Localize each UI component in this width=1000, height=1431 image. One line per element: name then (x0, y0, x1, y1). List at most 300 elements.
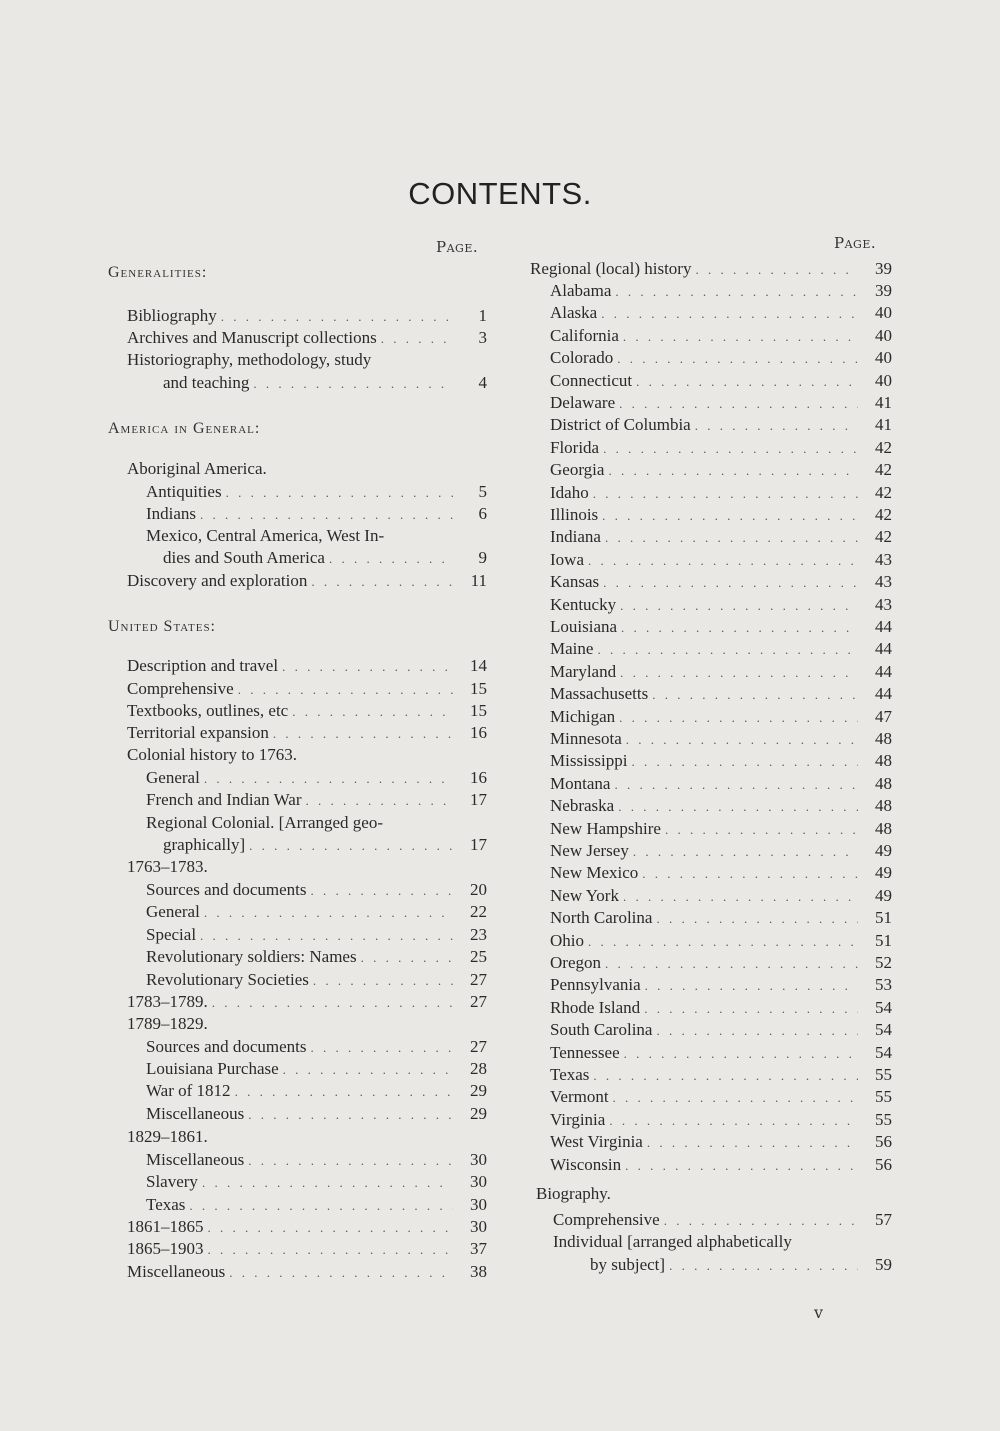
leader-dots (200, 505, 453, 525)
leader-dots (647, 1133, 858, 1153)
leader-dots (200, 926, 453, 946)
toc-entry-title: District of Columbia (550, 415, 691, 434)
toc-entry-state (550, 550, 892, 571)
leader-dots (621, 618, 858, 638)
toc-entry-page: 55 (875, 1087, 892, 1106)
toc-entry-title: Ohio (550, 931, 584, 950)
leader-dots (656, 909, 858, 929)
leader-dots (283, 1060, 453, 1080)
toc-entry-page: 16 (470, 723, 487, 742)
page-column-heading-right: Page. (834, 234, 877, 252)
toc-entry-title: Virginia (550, 1110, 606, 1129)
toc-entry-title: Sources and documents (146, 1037, 307, 1056)
toc-entry-state (550, 348, 892, 369)
toc-entry-page: 54 (875, 1043, 892, 1062)
toc-entry-title: Louisiana Purchase (146, 1059, 279, 1078)
toc-entry-page: 56 (875, 1132, 892, 1151)
toc-entry-general (146, 902, 487, 923)
toc-entry-title: General (146, 902, 200, 921)
leader-dots (204, 769, 453, 789)
toc-entry-title: Kansas (550, 572, 600, 591)
toc-entry-individual-line1: Individual [arranged alphabetically (553, 1232, 792, 1251)
toc-entry-state (550, 684, 892, 705)
toc-entry-page: 54 (875, 998, 892, 1017)
toc-entry-colonial: Colonial history to 1763. (127, 745, 297, 764)
toc-entry-territorial (127, 723, 487, 744)
toc-entry-title: Comprehensive (127, 679, 234, 698)
toc-entry-war-of-1812 (146, 1081, 487, 1102)
toc-entry-historiography-line2 (163, 373, 487, 394)
leader-dots (229, 1263, 453, 1283)
toc-entry-french-indian-war (146, 790, 487, 811)
toc-entry-page: 42 (875, 460, 892, 479)
leader-dots (664, 1211, 858, 1231)
toc-entry-title: Wisconsin (550, 1155, 622, 1174)
toc-entry-title: Mississippi (550, 751, 628, 770)
toc-entry-page: 44 (875, 684, 892, 703)
toc-entry-page: 42 (875, 438, 892, 457)
toc-entry-louisiana-purchase (146, 1059, 487, 1080)
toc-entry-page: 48 (875, 774, 892, 793)
toc-entry-state (550, 953, 892, 974)
toc-entry-page: 51 (875, 931, 892, 950)
toc-entry-page: 39 (875, 281, 892, 300)
toc-entry-title: Maine (550, 639, 594, 658)
leader-dots (597, 640, 858, 660)
toc-entry-page: 22 (470, 902, 487, 921)
toc-entry-1789-1829: 1789–1829. (127, 1014, 208, 1033)
toc-entry-title: Antiquities (146, 482, 222, 501)
toc-entry-title: Alaska (550, 303, 598, 322)
toc-entry-title: Texas (146, 1195, 186, 1214)
toc-entry-1783-1789 (127, 992, 487, 1013)
toc-entry-regional-colonial-line2 (163, 835, 487, 856)
toc-entry-page: 30 (470, 1150, 487, 1169)
leader-dots (626, 730, 858, 750)
toc-entry-title: Archives and Manuscript collections (127, 328, 377, 347)
toc-entry-title: Slavery (146, 1172, 198, 1191)
leader-dots (313, 971, 453, 991)
leader-dots (644, 999, 858, 1019)
toc-entry-page: 49 (875, 863, 892, 882)
toc-entry-state (550, 1132, 892, 1153)
leader-dots (625, 1156, 858, 1176)
leader-dots (212, 993, 453, 1013)
toc-entry-1763-1783: 1763–1783. (127, 857, 208, 876)
leader-dots (208, 1240, 454, 1260)
toc-entry-page: 56 (875, 1155, 892, 1174)
toc-entry-aboriginal: Aboriginal America. (127, 459, 267, 478)
toc-entry-mexico-line1: Mexico, Central America, West In- (146, 526, 385, 545)
toc-entry-title: Rhode Island (550, 998, 641, 1017)
toc-entry-page: 48 (875, 819, 892, 838)
toc-entry-title: Colorado (550, 348, 614, 367)
toc-entry-title: Iowa (550, 550, 584, 569)
toc-entry-page: 1 (478, 306, 487, 325)
toc-entry-revolutionary-soldiers (146, 947, 487, 968)
toc-entry-page: 29 (470, 1081, 487, 1100)
leader-dots (695, 416, 858, 436)
leader-dots (609, 1111, 858, 1131)
toc-entry-1861-1865 (127, 1217, 487, 1238)
leader-dots (249, 836, 453, 856)
toc-entry-page: 27 (470, 970, 487, 989)
toc-entry-title: General (146, 768, 200, 787)
toc-entry-page: 17 (470, 790, 487, 809)
toc-entry-state (550, 415, 892, 436)
toc-entry-page: 51 (875, 908, 892, 927)
toc-entry-page: 9 (478, 548, 487, 567)
leader-dots (624, 1044, 858, 1064)
toc-entry-title: graphically] (163, 835, 246, 854)
toc-entry-state (550, 1020, 892, 1041)
toc-entry-title: by subject] (590, 1255, 666, 1274)
toc-entry-page: 43 (875, 595, 892, 614)
toc-entry-archives (127, 328, 487, 349)
toc-entry-antiquities (146, 482, 487, 503)
toc-entry-page: 41 (875, 415, 892, 434)
toc-entry-state (550, 751, 892, 772)
toc-entry-title: Delaware (550, 393, 616, 412)
toc-entry-title: Florida (550, 438, 600, 457)
toc-entry-page: 4 (478, 373, 487, 392)
leader-dots (603, 573, 858, 593)
toc-entry-state (550, 1065, 892, 1086)
toc-entry-page: 39 (875, 259, 892, 278)
leader-dots (593, 1066, 858, 1086)
toc-entry-title: Vermont (550, 1087, 609, 1106)
toc-entry-title: Bibliography (127, 306, 217, 325)
toc-entry-page: 41 (875, 393, 892, 412)
toc-entry-state (550, 595, 892, 616)
toc-entry-page: 42 (875, 527, 892, 546)
leader-dots (617, 349, 858, 369)
leader-dots (620, 596, 858, 616)
leader-dots (311, 572, 453, 592)
toc-entry-state (550, 639, 892, 660)
toc-entry-special (146, 925, 487, 946)
toc-entry-description (127, 656, 487, 677)
toc-entry-page: 15 (470, 679, 487, 698)
leader-dots (669, 1256, 858, 1276)
toc-entry-page: 20 (470, 880, 487, 899)
toc-entry-title: Louisiana (550, 617, 618, 636)
leader-dots (652, 685, 858, 705)
toc-entry-state (550, 886, 892, 907)
toc-entry-state (550, 841, 892, 862)
toc-entry-title: 1865–1903 (127, 1239, 204, 1258)
toc-entry-title: New York (550, 886, 619, 905)
leader-dots (329, 549, 453, 569)
toc-entry-state (550, 908, 892, 929)
leader-dots (636, 372, 858, 392)
leader-dots (306, 791, 453, 811)
toc-entry-state (550, 931, 892, 952)
page-title: CONTENTS. (408, 176, 592, 211)
leader-dots (248, 1105, 453, 1125)
toc-entry-page: 14 (470, 656, 487, 675)
toc-entry-state (550, 617, 892, 638)
leader-dots (588, 551, 858, 571)
toc-entry-title: Montana (550, 774, 611, 793)
leader-dots (311, 1038, 453, 1058)
toc-entry-title: Discovery and exploration (127, 571, 308, 590)
toc-entry-title: Texas (550, 1065, 590, 1084)
leader-dots (605, 528, 858, 548)
toc-entry-page: 29 (470, 1104, 487, 1123)
toc-entry-colonial-general (146, 768, 487, 789)
toc-entry-page: 25 (470, 947, 487, 966)
toc-entry-page: 28 (470, 1059, 487, 1078)
leader-dots (238, 680, 453, 700)
toc-entry-page: 47 (875, 707, 892, 726)
toc-entry-page: 42 (875, 483, 892, 502)
leader-dots (645, 976, 858, 996)
toc-entry-title: Georgia (550, 460, 605, 479)
toc-entry-page: 27 (470, 992, 487, 1011)
toc-entry-page: 15 (470, 701, 487, 720)
toc-entry-state (550, 998, 892, 1019)
toc-entry-indians (146, 504, 487, 525)
toc-entry-state (550, 326, 892, 347)
leader-dots (631, 752, 858, 772)
toc-entry-title: Special (146, 925, 197, 944)
section-heading-america: America in General: (108, 420, 261, 437)
leader-dots (608, 461, 858, 481)
toc-entry-individual-line2 (590, 1255, 892, 1276)
toc-entry-page: 30 (470, 1195, 487, 1214)
toc-entry-title: Miscellaneous (127, 1262, 226, 1281)
toc-entry-state (550, 796, 892, 817)
toc-entry-state (550, 460, 892, 481)
toc-entry-state (550, 863, 892, 884)
toc-entry-title: Revolutionary soldiers: Names (146, 947, 357, 966)
toc-entry-title: Miscellaneous (146, 1150, 245, 1169)
toc-entry-title: Revolutionary Societies (146, 970, 309, 989)
toc-entry-mexico-line2 (163, 548, 487, 569)
toc-entry-sources-documents-2 (146, 1037, 487, 1058)
toc-entry-biography: Biography. (536, 1184, 611, 1203)
toc-entry-title: French and Indian War (146, 790, 302, 809)
leader-dots (204, 903, 453, 923)
section-heading-united-states: United States: (108, 618, 217, 635)
toc-entry-title: Regional (local) history (530, 259, 692, 278)
toc-entry-page: 48 (875, 796, 892, 815)
page-column-heading-left: Page. (436, 238, 479, 256)
toc-entry-title: Massachusetts (550, 684, 649, 703)
leader-dots (619, 394, 858, 414)
toc-entry-state (550, 505, 892, 526)
leader-dots (273, 724, 453, 744)
toc-entry-page: 40 (875, 348, 892, 367)
page-folio-number: v (814, 1303, 824, 1322)
toc-entry-title: 1861–1865 (127, 1217, 204, 1236)
toc-entry-state (550, 527, 892, 548)
toc-entry-page: 40 (875, 303, 892, 322)
toc-entry-historiography-line1: Historiography, methodology, study (127, 350, 372, 369)
toc-entry-title: 1783–1789. (127, 992, 208, 1011)
toc-entry-page: 5 (478, 482, 487, 501)
toc-entry-page: 57 (875, 1210, 892, 1229)
toc-entry-state (550, 975, 892, 996)
toc-entry-comprehensive (127, 679, 487, 700)
leader-dots (208, 1218, 454, 1238)
toc-entry-title: New Hampshire (550, 819, 661, 838)
toc-entry-miscellaneous (146, 1104, 487, 1125)
toc-entry-state (550, 1087, 892, 1108)
leader-dots (605, 954, 858, 974)
toc-entry-page: 43 (875, 572, 892, 591)
toc-entry-title: Oregon (550, 953, 601, 972)
toc-entry-page: 49 (875, 886, 892, 905)
toc-entry-title: War of 1812 (146, 1081, 231, 1100)
toc-entry-title: Indians (146, 504, 197, 523)
leader-dots (619, 708, 858, 728)
leader-dots (292, 702, 453, 722)
toc-entry-revolutionary-societies (146, 970, 487, 991)
toc-entry-title: New Jersey (550, 841, 629, 860)
toc-entry-page: 6 (478, 504, 487, 523)
toc-entry-page: 55 (875, 1065, 892, 1084)
leader-dots (603, 439, 858, 459)
toc-entry-slavery (146, 1172, 487, 1193)
leader-dots (593, 484, 858, 504)
toc-entry-bibliography (127, 306, 487, 327)
toc-entry-page: 38 (470, 1262, 487, 1281)
leader-dots (623, 327, 858, 347)
toc-entry-state (550, 819, 892, 840)
toc-entry-sources-documents (146, 880, 487, 901)
toc-entry-title: Alabama (550, 281, 612, 300)
toc-entry-page: 40 (875, 371, 892, 390)
leader-dots (189, 1196, 453, 1216)
toc-entry-page: 43 (875, 550, 892, 569)
toc-entry-title: Pennsylvania (550, 975, 641, 994)
toc-entry-title: Minnesota (550, 729, 622, 748)
toc-entry-title: Territorial expansion (127, 723, 269, 742)
leader-dots (253, 374, 453, 394)
toc-entry-state (550, 662, 892, 683)
leader-dots (202, 1173, 453, 1193)
toc-entry-page: 40 (875, 326, 892, 345)
toc-entry-page: 16 (470, 768, 487, 787)
toc-entry-state (550, 1110, 892, 1131)
leader-dots (601, 304, 858, 324)
toc-entry-title: Description and travel (127, 656, 279, 675)
toc-entry-title: Connecticut (550, 371, 633, 390)
toc-entry-state (550, 1155, 892, 1176)
toc-entry-miscellaneous-2 (146, 1150, 487, 1171)
leader-dots (361, 948, 453, 968)
toc-entry-regional-local-history (530, 259, 892, 280)
toc-entry-state (550, 371, 892, 392)
toc-entry-state (550, 281, 892, 302)
toc-entry-page: 30 (470, 1217, 487, 1236)
toc-entry-title: Miscellaneous (146, 1104, 245, 1123)
leader-dots (633, 842, 858, 862)
leader-dots (614, 775, 858, 795)
toc-entry-page: 48 (875, 729, 892, 748)
leader-dots (311, 881, 453, 901)
toc-entry-title: Comprehensive (553, 1210, 660, 1229)
toc-entry-page: 48 (875, 751, 892, 770)
toc-entry-title: North Carolina (550, 908, 653, 927)
toc-entry-state (550, 483, 892, 504)
toc-entry-1829-1861: 1829–1861. (127, 1127, 208, 1146)
leader-dots (620, 663, 858, 683)
leader-dots (248, 1151, 453, 1171)
leader-dots (226, 483, 453, 503)
toc-entry-page: 44 (875, 639, 892, 658)
toc-entry-state (550, 572, 892, 593)
toc-entry-miscellaneous-3 (127, 1262, 487, 1283)
toc-entry-page: 52 (875, 953, 892, 972)
toc-entry-texas (146, 1195, 487, 1216)
toc-entry-page: 23 (470, 925, 487, 944)
toc-entry-title: and teaching (163, 373, 250, 392)
toc-entry-title: Illinois (550, 505, 599, 524)
toc-entry-page: 42 (875, 505, 892, 524)
leader-dots (615, 282, 858, 302)
toc-entry-page: 55 (875, 1110, 892, 1129)
toc-entry-title: Tennessee (550, 1043, 620, 1062)
leader-dots (588, 932, 858, 952)
toc-entry-page: 59 (875, 1255, 892, 1274)
leader-dots (282, 657, 453, 677)
toc-entry-textbooks (127, 701, 487, 722)
toc-entry-page: 37 (470, 1239, 487, 1258)
toc-entry-title: Michigan (550, 707, 616, 726)
toc-entry-title: West Virginia (550, 1132, 643, 1151)
toc-entry-page: 54 (875, 1020, 892, 1039)
toc-entry-page: 30 (470, 1172, 487, 1191)
leader-dots (618, 797, 858, 817)
toc-entry-title: Idaho (550, 483, 589, 502)
toc-entry-title: New Mexico (550, 863, 639, 882)
toc-entry-page: 3 (478, 328, 487, 347)
toc-entry-page: 53 (875, 975, 892, 994)
toc-entry-state (550, 774, 892, 795)
toc-entry-title: Sources and documents (146, 880, 307, 899)
toc-entry-state (550, 393, 892, 414)
leader-dots (623, 887, 858, 907)
leader-dots (665, 820, 858, 840)
toc-entry-regional-colonial-line1: Regional Colonial. [Arranged geo- (146, 813, 383, 832)
toc-entry-title: Indiana (550, 527, 601, 546)
leader-dots (221, 307, 453, 327)
toc-entry-title: Kentucky (550, 595, 617, 614)
toc-entry-state (550, 707, 892, 728)
toc-entry-page: 44 (875, 617, 892, 636)
leader-dots (602, 506, 858, 526)
toc-entry-page: 49 (875, 841, 892, 860)
toc-entry-page: 27 (470, 1037, 487, 1056)
leader-dots (381, 329, 453, 349)
toc-entry-state (550, 438, 892, 459)
leader-dots (235, 1082, 453, 1102)
leader-dots (613, 1088, 858, 1108)
toc-entry-page: 11 (470, 571, 487, 590)
toc-entry-title: California (550, 326, 619, 345)
toc-entry-page: 17 (470, 835, 487, 854)
leader-dots (656, 1021, 858, 1041)
leader-dots (642, 864, 858, 884)
toc-entry-state (550, 1043, 892, 1064)
toc-entry-title: Textbooks, outlines, etc (127, 701, 289, 720)
toc-entry-page: 44 (875, 662, 892, 681)
toc-entry-title: dies and South America (163, 548, 325, 567)
toc-entry-1865-1903 (127, 1239, 487, 1260)
